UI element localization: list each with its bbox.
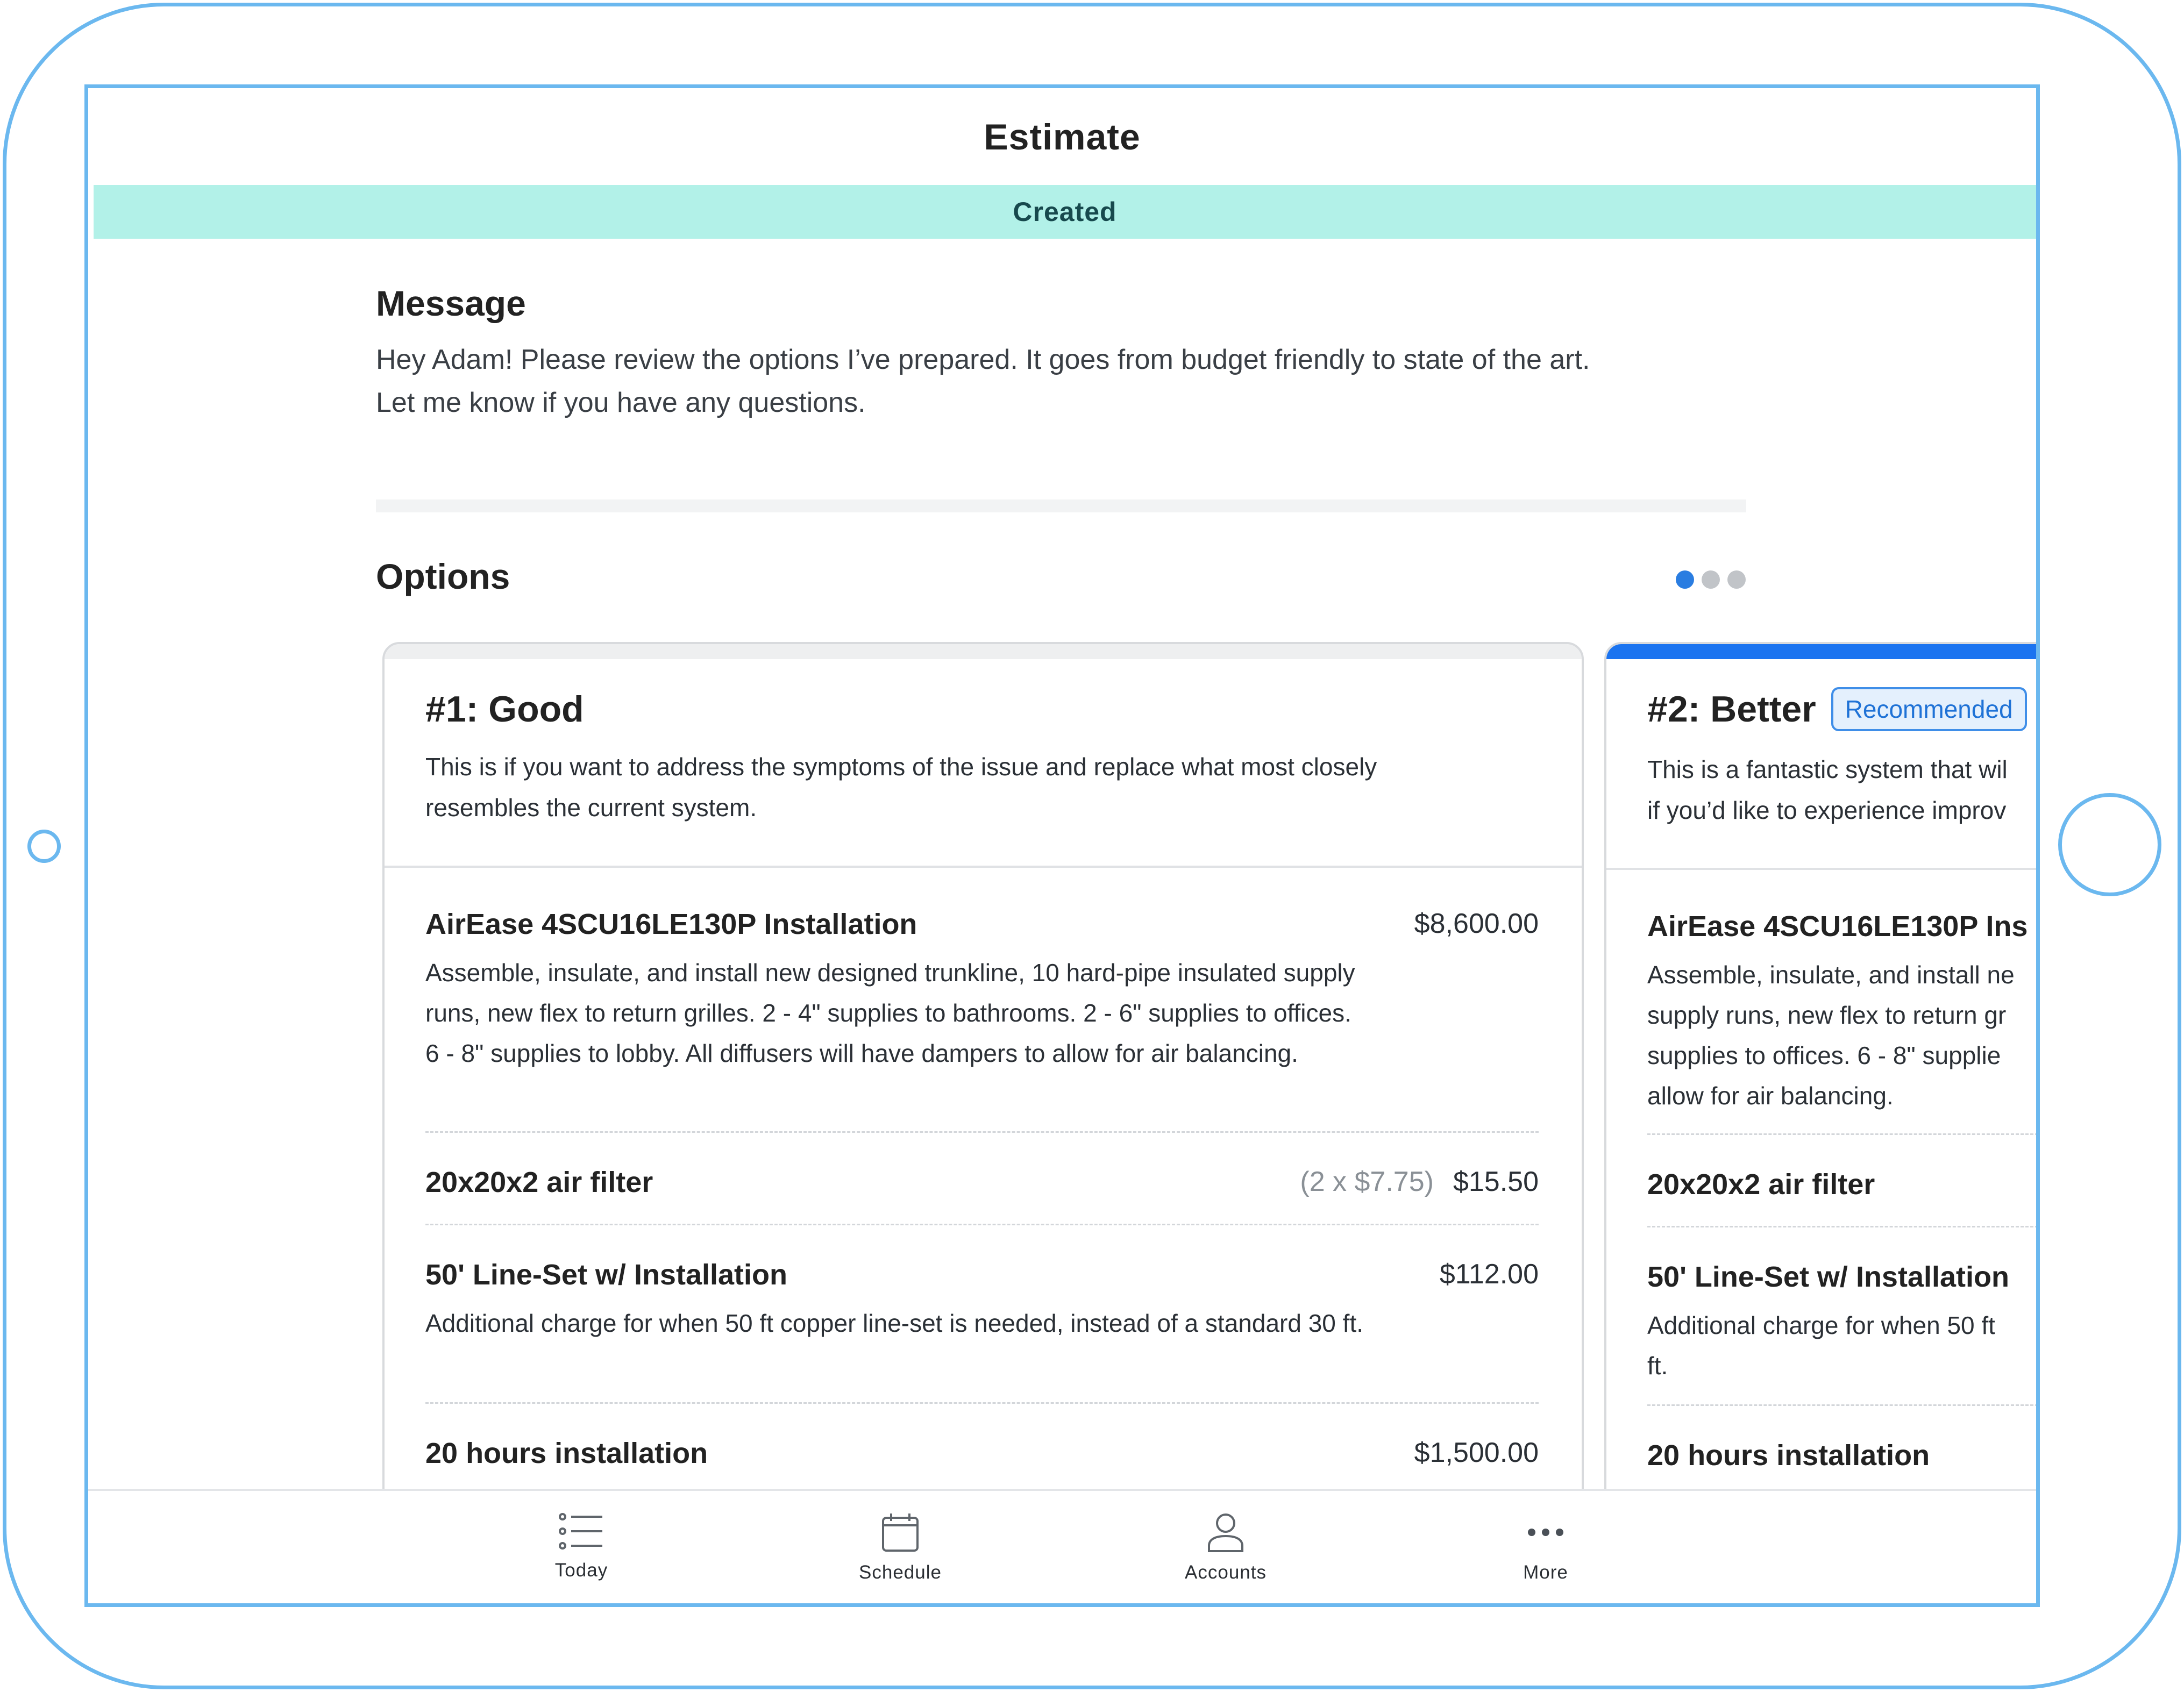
item-name: 20 hours installation [425,1437,708,1469]
tab-label: Today [554,1560,608,1581]
line-item [425,1437,1539,1470]
tab-more[interactable] [1465,1512,1626,1583]
options-heading: Options [376,556,510,596]
item-description-line: Assemble, insulate, and install ne [1647,961,2015,989]
card-top-band [385,644,1582,659]
item-name: 50' Line-Set w/ Installation [425,1259,787,1291]
item-quantity: (2 x $7.75) [1300,1166,1434,1197]
item-divider [425,1224,1539,1225]
card-separator [1606,868,2040,870]
app-screen [84,84,2040,1607]
bottom-tab-bar [88,1489,2036,1607]
item-name: AirEase 4SCU16LE130P Ins [1647,910,2028,943]
line-item [425,1166,1539,1199]
item-name: 20x20x2 air filter [1647,1168,1875,1201]
item-divider [1647,1404,2040,1406]
line-item [425,908,1539,1074]
item-description-line: supplies to offices. 6 - 8" supplie [1647,1041,2001,1069]
line-item [1647,1168,2040,1201]
item-description [1647,955,2040,1116]
tab-accounts[interactable] [1145,1512,1306,1583]
tab-label: More [1523,1562,1568,1583]
option-description-line: This is a fantastic system that wil [1647,755,2008,783]
section-divider [376,499,1746,512]
item-description-line: ft. [1647,1352,1668,1380]
camera-dot [27,830,61,863]
item-price-value: $15.50 [1453,1166,1539,1197]
more-dots-icon [1527,1512,1564,1552]
card-separator [385,866,1582,868]
item-price: $112.00 [1439,1259,1539,1290]
tab-schedule[interactable] [820,1512,981,1583]
item-description [1647,1305,2040,1386]
top-bar [88,88,2036,185]
item-description-line: supply runs, new flex to return gr [1647,1001,2007,1029]
item-price: $1,500.00 [1414,1437,1539,1468]
option-description-line: if you’d like to experience improv [1647,796,2007,824]
list-icon [558,1512,604,1550]
item-price [1300,1166,1539,1198]
option-title [1647,688,2027,731]
option-description-line: resembles the current system. [425,794,757,822]
recommended-badge: Recommended [1831,687,2027,731]
item-name: 50' Line-Set w/ Installation [1647,1261,2009,1293]
status-banner: Created [94,185,2036,239]
item-description-line: Additional charge for when 50 ft [1647,1311,1995,1339]
option-description-line: This is if you want to address the symptoms of the issue and replace what most closely [425,753,1377,781]
message-line: Let me know if you have any questions. [376,387,866,418]
item-divider [1647,1133,2040,1135]
tab-label: Schedule [859,1562,942,1583]
item-divider [425,1402,1539,1404]
tab-today[interactable] [501,1512,662,1581]
line-item [1647,1439,2040,1472]
option-title-text: #2: Better [1647,689,1816,730]
item-divider [1647,1226,2040,1227]
line-item [425,1258,1539,1344]
options-pager[interactable] [1676,570,1746,590]
message-heading: Message [376,283,526,323]
card-top-band [1606,644,2040,659]
line-item [1647,1260,2040,1386]
pager-dot-1[interactable] [1676,570,1694,589]
item-name: 20x20x2 air filter [425,1166,653,1198]
option-title: #1: Good [425,689,584,730]
home-button[interactable] [2058,793,2161,896]
message-line: Hey Adam! Please review the options I’ve prepared. It goes from budget friendly to state of the art. [376,344,1590,375]
option-card-better[interactable] [1604,642,2040,1607]
item-description-line: allow for air balancing. [1647,1082,1894,1110]
item-name: 20 hours installation [1647,1439,1930,1472]
pager-dot-2[interactable] [1702,570,1720,589]
pager-dot-3[interactable] [1727,570,1746,589]
item-price: $8,600.00 [1414,908,1539,939]
option-card-good[interactable] [382,642,1584,1607]
person-icon [1207,1512,1244,1552]
page-title: Estimate [984,117,1141,158]
message-body [376,338,1774,424]
item-name: AirEase 4SCU16LE130P Installation [425,908,917,940]
option-description [1647,749,2040,831]
item-description: Additional charge for when 50 ft copper line-set is needed, instead of a standard 30 ft. [425,1309,1364,1337]
option-description [425,746,1555,828]
calendar-icon [881,1512,919,1552]
line-item [1647,910,2040,1116]
item-description: Assemble, insulate, and install new designed trunkline, 10 hard-pipe insulated supply runs, new flex to return grilles. 2 - 4" supplies to bathrooms. 2 - 6" supplies to offices. 6 - 8" supplies to lobby. All diffusers will have dampers to allow for air balancing. [425,959,1355,1067]
item-divider [425,1131,1539,1133]
tab-label: Accounts [1185,1562,1267,1583]
